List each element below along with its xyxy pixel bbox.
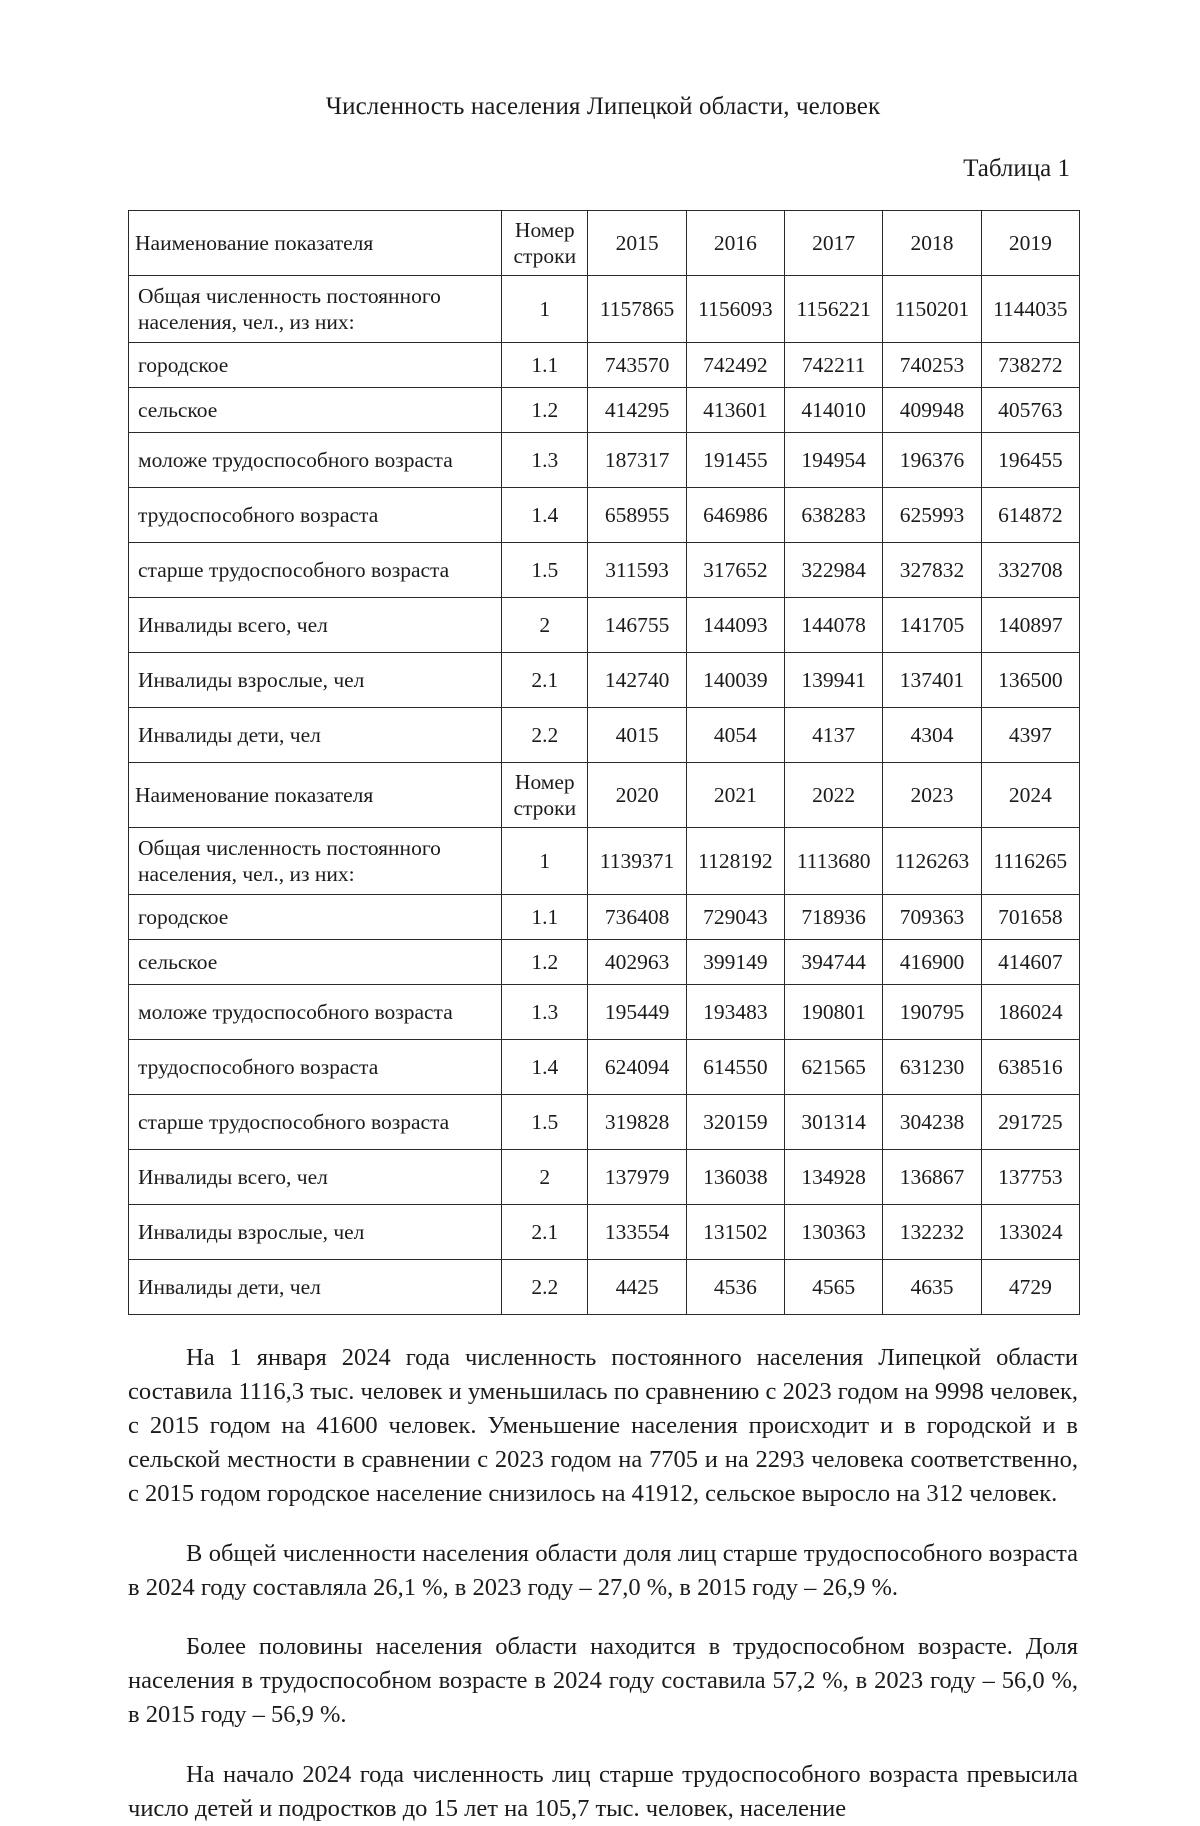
row-number: 1.3 (502, 433, 588, 488)
cell-value: 709363 (883, 895, 981, 940)
table-row (129, 940, 1080, 985)
table-row (129, 388, 1080, 433)
cell-value: 402963 (588, 940, 686, 985)
cell-value: 136500 (981, 653, 1079, 708)
header-year-2015: 2015 (588, 211, 686, 276)
cell-value: 144093 (686, 598, 784, 653)
row-number: 1 (502, 276, 588, 343)
row-number: 1.1 (502, 343, 588, 388)
cell-value: 194954 (785, 433, 883, 488)
row-label: Общая численность постоянного населения, чел., из них: (129, 828, 502, 895)
cell-value: 1126263 (883, 828, 981, 895)
table-header-row-2 (129, 763, 1080, 828)
cell-value: 701658 (981, 895, 1079, 940)
cell-value: 1116265 (981, 828, 1079, 895)
cell-value: 614872 (981, 488, 1079, 543)
row-number: 1.5 (502, 1095, 588, 1150)
header-year-2018: 2018 (883, 211, 981, 276)
row-number: 1.1 (502, 895, 588, 940)
row-label: Инвалиды дети, чел (129, 708, 502, 763)
row-number: 1.4 (502, 1040, 588, 1095)
cell-value: 4137 (785, 708, 883, 763)
cell-value: 137979 (588, 1150, 686, 1205)
cell-value: 621565 (785, 1040, 883, 1095)
cell-value: 186024 (981, 985, 1079, 1040)
cell-value: 291725 (981, 1095, 1079, 1150)
table-body (129, 211, 1080, 1315)
table-row (129, 708, 1080, 763)
cell-value: 311593 (588, 543, 686, 598)
row-label: Инвалиды взрослые, чел (129, 1205, 502, 1260)
cell-value: 738272 (981, 343, 1079, 388)
cell-value: 638283 (785, 488, 883, 543)
row-label: Инвалиды дети, чел (129, 1260, 502, 1315)
cell-value: 146755 (588, 598, 686, 653)
cell-value: 134928 (785, 1150, 883, 1205)
paragraph-working-age-share: Более половины населения области находится в трудоспособном возрасте. Доля населения в трудоспособном возрасте в 2024 году составила 57,2 %, в 2023 году – 56,0 %, в 2015 году – 56,9 %. (128, 1633, 1078, 1729)
table-row (129, 488, 1080, 543)
row-number: 2 (502, 598, 588, 653)
cell-value: 133024 (981, 1205, 1079, 1260)
cell-value: 319828 (588, 1095, 686, 1150)
cell-value: 638516 (981, 1040, 1079, 1095)
cell-value: 416900 (883, 940, 981, 985)
table-row (129, 828, 1080, 895)
cell-value: 136867 (883, 1150, 981, 1205)
cell-value: 304238 (883, 1095, 981, 1150)
cell-value: 140039 (686, 653, 784, 708)
cell-value: 136038 (686, 1150, 784, 1205)
cell-value: 142740 (588, 653, 686, 708)
cell-value: 742492 (686, 343, 784, 388)
row-label: трудоспособного возраста (129, 488, 502, 543)
cell-value: 327832 (883, 543, 981, 598)
cell-value: 1157865 (588, 276, 686, 343)
cell-value: 130363 (785, 1205, 883, 1260)
paragraph-older-vs-children: На начало 2024 года численность лиц старше трудоспособного возраста превысила число детей и подростков до 15 лет на 105,7 тыс. человек, население (128, 1761, 1078, 1823)
cell-value: 414010 (785, 388, 883, 433)
cell-value: 4635 (883, 1260, 981, 1315)
cell-value: 4565 (785, 1260, 883, 1315)
cell-value: 139941 (785, 653, 883, 708)
header-year-2023: 2023 (883, 763, 981, 828)
cell-value: 190801 (785, 985, 883, 1040)
cell-value: 322984 (785, 543, 883, 598)
paragraph-population-total: На 1 января 2024 года численность постоянного населения Липецкой области составила 1116,3 тыс. человек и уменьшилась по сравнению с 2023 годом на 9998 человек, с 2015 годом на 41600 человек. Уменьшение населения происходит и в городской и в сельской местности в сравнении с 2023 годом на 7705 и на 2293 человека соответственно, с 2015 годом городское население снизилось на 41912, сельское выросло на 312 человек. (128, 1344, 1078, 1507)
cell-value: 736408 (588, 895, 686, 940)
row-number: 1 (502, 828, 588, 895)
cell-value: 191455 (686, 433, 784, 488)
header-row-number: Номер строки (502, 763, 588, 828)
cell-value: 742211 (785, 343, 883, 388)
cell-value: 132232 (883, 1205, 981, 1260)
cell-value: 133554 (588, 1205, 686, 1260)
cell-value: 187317 (588, 433, 686, 488)
cell-value: 131502 (686, 1205, 784, 1260)
cell-value: 729043 (686, 895, 784, 940)
cell-value: 317652 (686, 543, 784, 598)
row-label: моложе трудоспособного возраста (129, 433, 502, 488)
row-number: 1.2 (502, 940, 588, 985)
table-row (129, 276, 1080, 343)
cell-value: 320159 (686, 1095, 784, 1150)
cell-value: 4397 (981, 708, 1079, 763)
table-row (129, 1260, 1080, 1315)
row-label: городское (129, 895, 502, 940)
header-row-number: Номер строки (502, 211, 588, 276)
table-row (129, 343, 1080, 388)
row-label: сельское (129, 940, 502, 985)
row-number: 1.5 (502, 543, 588, 598)
row-number: 2.2 (502, 708, 588, 763)
row-number: 2.1 (502, 653, 588, 708)
cell-value: 1139371 (588, 828, 686, 895)
row-label: Инвалиды всего, чел (129, 598, 502, 653)
cell-value: 1156093 (686, 276, 784, 343)
row-label: городское (129, 343, 502, 388)
row-number: 2 (502, 1150, 588, 1205)
cell-value: 413601 (686, 388, 784, 433)
cell-value: 740253 (883, 343, 981, 388)
table-row (129, 1040, 1080, 1095)
cell-value: 4015 (588, 708, 686, 763)
cell-value: 195449 (588, 985, 686, 1040)
cell-value: 624094 (588, 1040, 686, 1095)
page-title: Численность населения Липецкой области, человек (325, 93, 881, 120)
table-row (129, 1150, 1080, 1205)
cell-value: 414607 (981, 940, 1079, 985)
row-label: старше трудоспособного возраста (129, 543, 502, 598)
cell-value: 332708 (981, 543, 1079, 598)
table-row (129, 653, 1080, 708)
row-label: Общая численность постоянного населения, чел., из них: (129, 276, 502, 343)
table-row (129, 543, 1080, 598)
cell-value: 614550 (686, 1040, 784, 1095)
cell-value: 141705 (883, 598, 981, 653)
row-number: 2.2 (502, 1260, 588, 1315)
header-year-2021: 2021 (686, 763, 784, 828)
row-number: 2.1 (502, 1205, 588, 1260)
header-year-2017: 2017 (785, 211, 883, 276)
row-label: сельское (129, 388, 502, 433)
cell-value: 414295 (588, 388, 686, 433)
cell-value: 1156221 (785, 276, 883, 343)
cell-value: 743570 (588, 343, 686, 388)
header-indicator-name: Наименование показателя (129, 763, 502, 828)
cell-value: 394744 (785, 940, 883, 985)
cell-value: 409948 (883, 388, 981, 433)
cell-value: 196376 (883, 433, 981, 488)
row-label: старше трудоспособного возраста (129, 1095, 502, 1150)
cell-value: 190795 (883, 985, 981, 1040)
cell-value: 1144035 (981, 276, 1079, 343)
cell-value: 4729 (981, 1260, 1079, 1315)
row-label: Инвалиды взрослые, чел (129, 653, 502, 708)
cell-value: 625993 (883, 488, 981, 543)
row-label: трудоспособного возраста (129, 1040, 502, 1095)
cell-value: 1150201 (883, 276, 981, 343)
population-table (128, 210, 1080, 1315)
table-row (129, 1205, 1080, 1260)
table-row (129, 895, 1080, 940)
cell-value: 137401 (883, 653, 981, 708)
table-row (129, 598, 1080, 653)
cell-value: 144078 (785, 598, 883, 653)
header-year-2020: 2020 (588, 763, 686, 828)
cell-value: 631230 (883, 1040, 981, 1095)
cell-value: 1128192 (686, 828, 784, 895)
row-number: 1.3 (502, 985, 588, 1040)
cell-value: 1113680 (785, 828, 883, 895)
table-row (129, 1095, 1080, 1150)
cell-value: 301314 (785, 1095, 883, 1150)
table-row (129, 985, 1080, 1040)
cell-value: 4425 (588, 1260, 686, 1315)
cell-value: 4054 (686, 708, 784, 763)
cell-value: 193483 (686, 985, 784, 1040)
cell-value: 4304 (883, 708, 981, 763)
cell-value: 140897 (981, 598, 1079, 653)
cell-value: 4536 (686, 1260, 784, 1315)
header-year-2024: 2024 (981, 763, 1079, 828)
header-year-2016: 2016 (686, 211, 784, 276)
cell-value: 399149 (686, 940, 784, 985)
header-indicator-name: Наименование показателя (129, 211, 502, 276)
cell-value: 658955 (588, 488, 686, 543)
header-year-2022: 2022 (785, 763, 883, 828)
row-label: моложе трудоспособного возраста (129, 985, 502, 1040)
table-caption: Таблица 1 (963, 155, 1070, 182)
table-header-row-1 (129, 211, 1080, 276)
paragraph-older-than-working-age-share: В общей численности населения области доля лиц старше трудоспособного возраста в 2024 году составляла 26,1 %, в 2023 году – 27,0 %, в 2015 году – 26,9 %. (128, 1539, 1078, 1601)
cell-value: 196455 (981, 433, 1079, 488)
header-year-2019: 2019 (981, 211, 1079, 276)
cell-value: 405763 (981, 388, 1079, 433)
cell-value: 718936 (785, 895, 883, 940)
cell-value: 646986 (686, 488, 784, 543)
row-label: Инвалиды всего, чел (129, 1150, 502, 1205)
row-number: 1.4 (502, 488, 588, 543)
row-number: 1.2 (502, 388, 588, 433)
table-row (129, 433, 1080, 488)
cell-value: 137753 (981, 1150, 1079, 1205)
